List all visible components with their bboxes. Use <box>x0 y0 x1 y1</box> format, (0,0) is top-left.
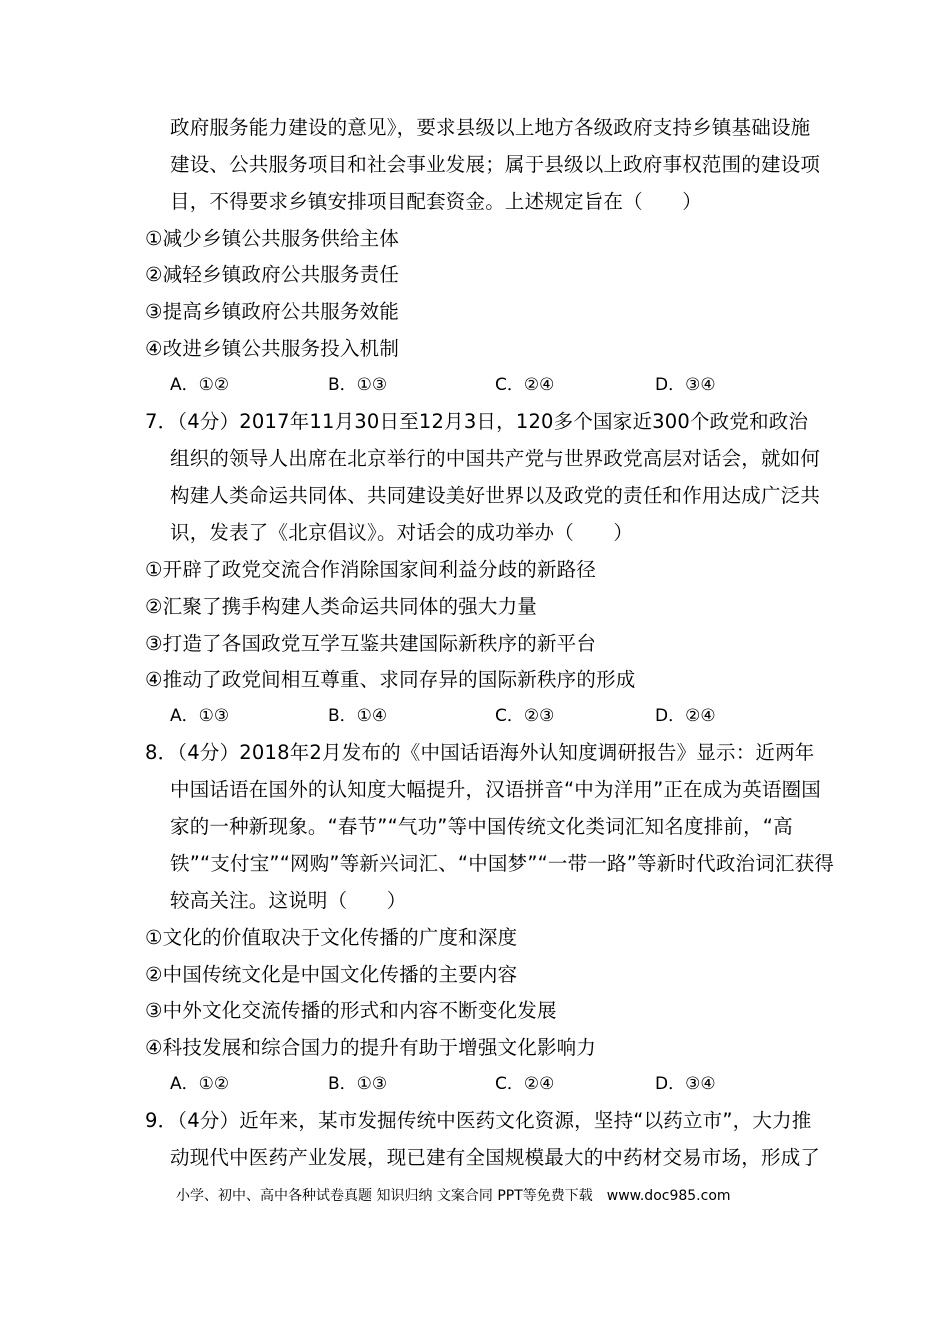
statement-item: ④改进乡镇公共服务投入机制 <box>145 337 400 360</box>
statement-item: ①减少乡镇公共服务供给主体 <box>145 227 400 250</box>
question-stem-line: 较高关注。这说明（ ） <box>170 889 407 912</box>
option-b: B．①③ <box>328 1074 388 1094</box>
statement-item: ③中外文化交流传播的形式和内容不断变化发展 <box>145 999 557 1022</box>
option-b: B．①③ <box>328 375 388 395</box>
option-d: D．②④ <box>655 706 716 726</box>
question-stem-line: 家的一种新现象。“春节”“气功”等中国传统文化类词汇知名度排前，“高 <box>170 815 793 838</box>
option-c: C．②④ <box>495 375 555 395</box>
statement-item: ②减轻乡镇政府公共服务责任 <box>145 263 400 286</box>
question-stem-line: 铁”“支付宝”“网购”等新兴词汇、“中国梦”“一带一路”等新时代政治词汇获得 <box>170 852 835 875</box>
answer-options <box>0 373 950 397</box>
question-stem-line: 8．（4分）2018年2月发布的《中国话语海外认知度调研报告》显示：近两年 <box>145 741 815 764</box>
statement-item: ①文化的价值取决于文化传播的广度和深度 <box>145 926 518 949</box>
statement-item: ③提高乡镇政府公共服务效能 <box>145 300 400 323</box>
option-d: D．③④ <box>655 375 716 395</box>
answer-options <box>0 1072 950 1096</box>
option-c: C．②④ <box>495 1074 555 1094</box>
option-c: C．②③ <box>495 706 555 726</box>
question-stem-line: 构建人类命运共同体、共同建设美好世界以及政党的责任和作用达成广泛共 <box>170 484 821 507</box>
statement-item: ②中国传统文化是中国文化传播的主要内容 <box>145 963 518 986</box>
question-stem-line: 目，不得要求乡镇安排项目配套资金。上述规定旨在（ ） <box>170 190 702 213</box>
answer-options <box>0 704 950 728</box>
statement-item: ④科技发展和综合国力的提升有助于增强文化影响力 <box>145 1036 597 1059</box>
question-stem-line: 动现代中医药产业发展，现已建有全国规模最大的中药材交易市场，形成了 <box>170 1146 821 1169</box>
option-d: D．③④ <box>655 1074 716 1094</box>
option-a: A．①② <box>170 375 230 395</box>
option-a: A．①② <box>170 1074 230 1094</box>
option-b: B．①④ <box>328 706 388 726</box>
statement-item: ③打造了各国政党互学互鉴共建国际新秩序的新平台 <box>145 632 597 655</box>
question-stem-line: 组织的领导人出席在北京举行的中国共产党与世界政党高层对话会，就如何 <box>170 447 821 470</box>
question-stem-line: 识，发表了《北京倡议》。对话会的成功举办（ ） <box>170 521 634 544</box>
question-stem-line: 建设、公共服务项目和社会事业发展；属于县级以上政府事权范围的建设项 <box>170 153 821 176</box>
question-stem-line: 中国话语在国外的认知度大幅提升，汉语拼音“中为洋用”正在成为英语圈国 <box>170 778 822 801</box>
statement-item: ④推动了政党间相互尊重、求同存异的国际新秩序的形成 <box>145 668 636 691</box>
question-stem-line: 政府服务能力建设的意见》，要求县级以上地方各级政府支持乡镇基础设施 <box>170 116 811 139</box>
statement-item: ②汇聚了携手构建人类命运共同体的强大力量 <box>145 595 537 618</box>
page-footer: 小学、初中、高中各种试卷真题 知识归纳 文案合同 PPT等免费下载 www.doc985.com <box>176 1188 731 1204</box>
option-a: A．①③ <box>170 706 230 726</box>
question-stem-line: 9．（4分）近年来，某市发掘传统中医药文化资源，坚持“以药立市”，大力推 <box>145 1109 812 1132</box>
question-stem-line: 7．（4分）2017年11月30日至12月3日，120多个国家近300个政党和政治 <box>145 410 809 433</box>
statement-item: ①开辟了政党交流合作消除国家间利益分歧的新路径 <box>145 558 597 581</box>
